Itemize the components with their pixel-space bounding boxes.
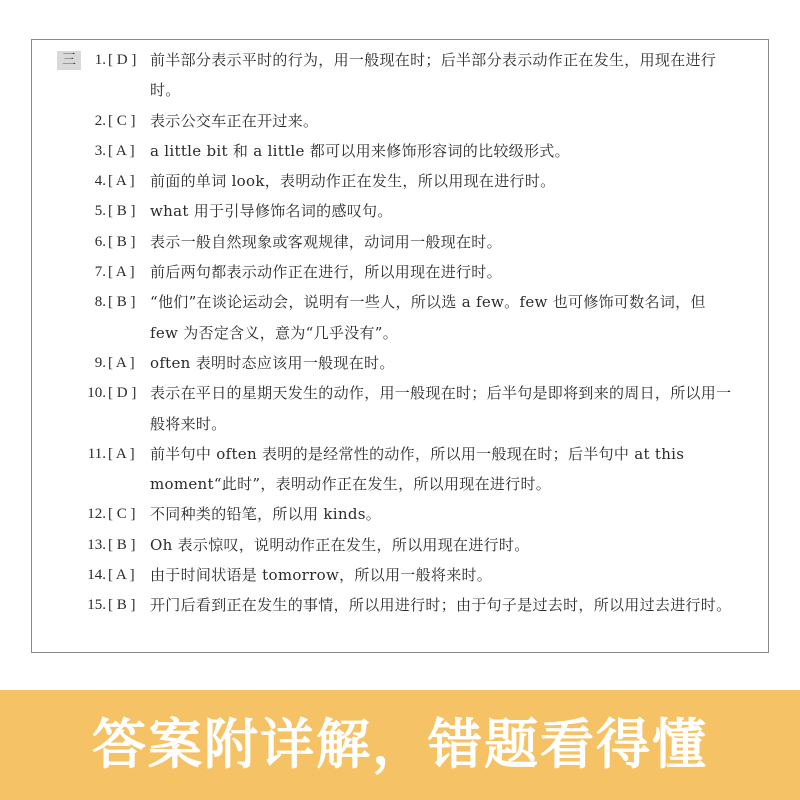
answer-item [0, 560, 800, 590]
answer-item [0, 378, 800, 439]
answer-explanation: 表示在平日的星期天发生的动作，用一般现在时；后半句是即将到来的周日，所以用一般将来时。 [150, 384, 732, 433]
answer-choice: [ A ] [108, 173, 135, 190]
answer-explanation: 前面的单词 look，表明动作正在发生，所以用现在进行时。 [150, 172, 556, 191]
answer-explanation: Oh 表示惊叹，说明动作正在发生，所以用现在进行时。 [150, 535, 530, 554]
answer-item [0, 590, 800, 620]
answer-number: 9. [94, 354, 106, 371]
answer-number: 6. [94, 233, 106, 250]
answer-choice: [ B ] [108, 536, 136, 553]
answer-explanation: 开门后看到正在发生的事情，所以用进行时；由于句子是过去时，所以用过去进行时。 [150, 596, 732, 615]
answer-choice: [ C ] [108, 112, 136, 129]
answer-item [0, 348, 800, 378]
answer-number: 14. [87, 567, 106, 584]
answer-number: 3. [94, 142, 106, 159]
answer-item [0, 439, 800, 500]
answer-number: 7. [94, 264, 106, 281]
answer-explanation: 不同种类的铅笔，所以用 kinds。 [150, 505, 382, 524]
answer-item [0, 499, 800, 529]
answer-choice: [ A ] [108, 142, 135, 159]
answer-explanation: “他们”在谈论运动会，说明有一些人，所以选 a few。few 也可修饰可数名词，但 few 为否定含义，意为“几乎没有”。 [150, 293, 706, 342]
answer-choice: [ A ] [108, 264, 135, 281]
answer-item [0, 166, 800, 196]
answer-choice: [ D ] [108, 385, 137, 402]
answer-item [0, 45, 800, 106]
answer-item [0, 530, 800, 560]
answer-choice: [ B ] [108, 294, 136, 311]
answer-number: 4. [94, 173, 106, 190]
answer-number: 2. [94, 112, 106, 129]
section-marker: 三 [57, 51, 81, 70]
answer-explanation: 表示公交车正在开过来。 [150, 111, 319, 130]
answer-explanation: 前半部分表示平时的行为，用一般现在时；后半部分表示动作正在发生，用现在进行时。 [150, 51, 717, 100]
promo-banner-text: 答案附详解，错题看得懂 [92, 713, 708, 776]
promo-banner [0, 690, 800, 800]
answer-number: 15. [87, 597, 106, 614]
answer-explanation: 前半句中 often 表明的是经常性的动作，所以用一般现在时；后半句中 at this moment“此时”，表明动作正在发生，所以用现在进行时。 [150, 444, 685, 494]
answer-number: 11. [87, 445, 106, 462]
answer-explanation: what 用于引导修饰名词的感叹句。 [150, 202, 393, 221]
answer-item [0, 227, 800, 257]
answer-item [0, 196, 800, 226]
answer-number: 13. [87, 536, 106, 553]
answer-list [0, 45, 800, 621]
answer-explanation: a little bit 和 a little 都可以用来修饰形容词的比较级形式。 [150, 141, 570, 160]
answer-explanation: 表示一般自然现象或客观规律，动词用一般现在时。 [150, 232, 502, 251]
answer-item [0, 106, 800, 136]
answer-choice: [ D ] [108, 52, 137, 68]
answer-explanation: often 表明时态应该用一般现在时。 [150, 353, 395, 372]
answer-choice: [ A ] [108, 354, 135, 371]
answer-choice: [ A ] [108, 567, 135, 584]
answer-number: 10. [87, 385, 106, 402]
answer-number: 8. [94, 294, 106, 311]
answer-number: 5. [94, 203, 106, 220]
answer-number: 1. [94, 52, 106, 68]
answer-explanation: 由于时间状语是 tomorrow，所以用一般将来时。 [150, 566, 493, 585]
answer-choice: [ B ] [108, 597, 136, 614]
answer-item [0, 136, 800, 166]
answer-choice: [ B ] [108, 203, 136, 220]
answer-choice: [ B ] [108, 233, 136, 250]
answer-choice: [ A ] [108, 445, 135, 462]
answer-explanation: 前后两句都表示动作正在进行，所以用现在进行时。 [150, 263, 502, 282]
answer-number: 12. [87, 506, 106, 523]
answer-item [0, 257, 800, 287]
answer-item [0, 287, 800, 348]
answer-choice: [ C ] [108, 506, 136, 523]
